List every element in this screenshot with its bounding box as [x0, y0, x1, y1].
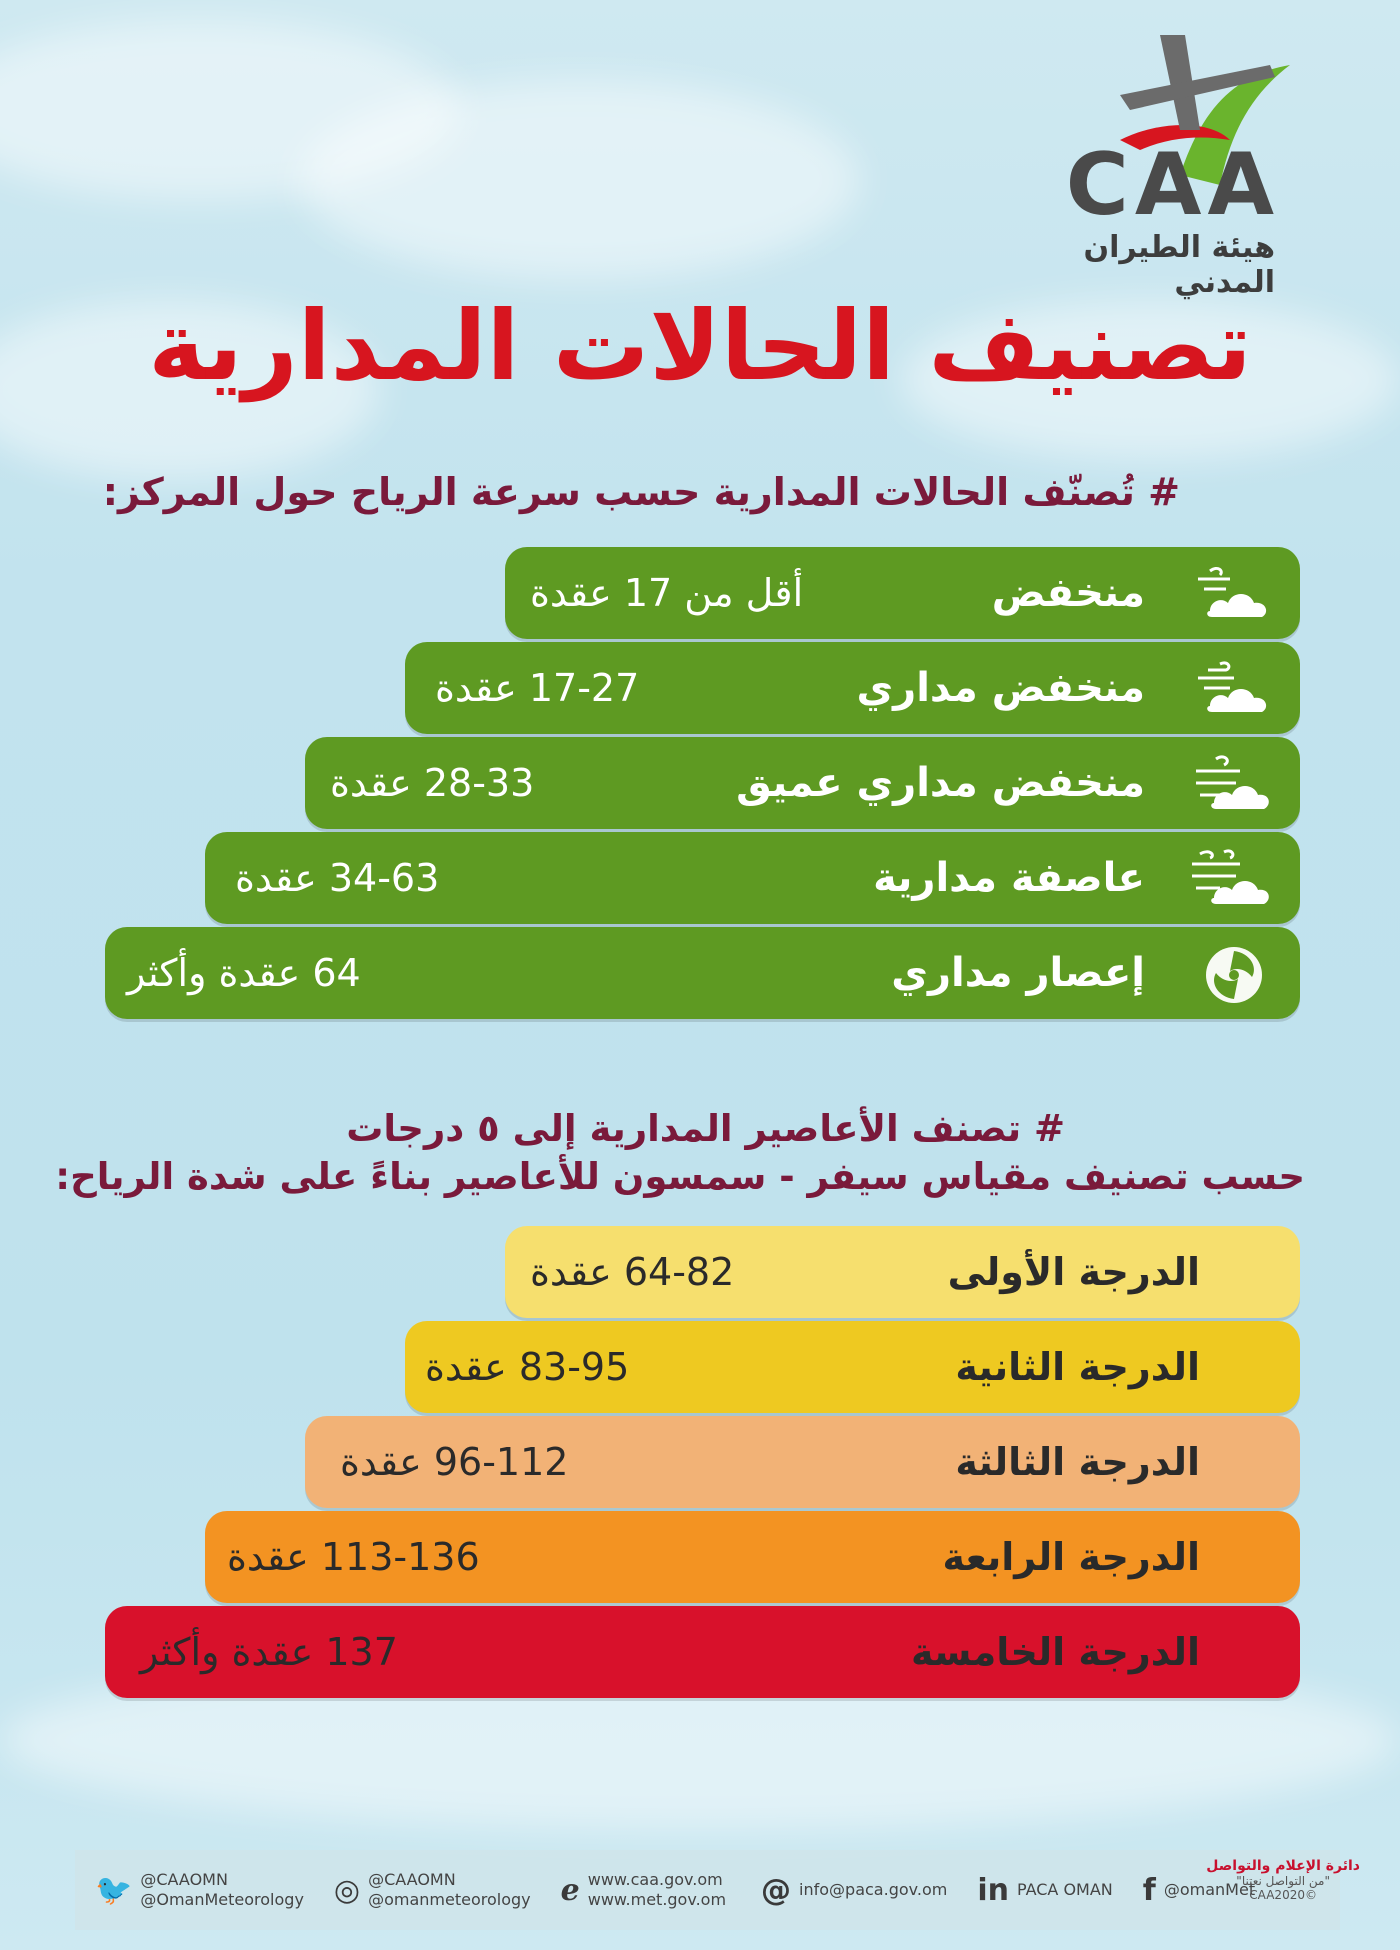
instagram-icon: ◎	[333, 1872, 361, 1908]
email-address: info@paca.gov.om	[799, 1880, 948, 1899]
category-3-row	[305, 1416, 1300, 1508]
row-name: الدرجة الخامسة	[911, 1630, 1200, 1674]
row-name: الدرجة الرابعة	[942, 1535, 1200, 1579]
section2-heading-line1: # تصنف الأعاصير المدارية إلى ٥ درجات	[346, 1107, 1065, 1150]
row-value: أقل من 17 عقدة	[530, 571, 804, 615]
browser-icon: ℯ	[560, 1872, 580, 1908]
row-value: 83-95 عقدة	[425, 1345, 630, 1389]
row-name: عاصفة مدارية	[873, 855, 1145, 901]
row-name: منخفض مداري	[856, 665, 1145, 711]
category-2-row	[405, 1321, 1300, 1413]
category-5-row	[105, 1606, 1300, 1698]
tropical-storm-row	[205, 832, 1300, 924]
row-value: 17-27 عقدة	[435, 666, 640, 710]
logo-arabic-text: هيئة الطيران المدني	[1083, 230, 1275, 300]
wind-cloud-icon	[1190, 846, 1275, 910]
page-title: تصنيف الحالات المدارية	[148, 290, 1252, 402]
instagram-link[interactable]	[334, 1870, 531, 1910]
row-value: 64 عقدة وأكثر	[127, 951, 361, 995]
row-name: منخفض مداري عميق	[736, 760, 1145, 806]
tropical-cyclone-row	[105, 927, 1300, 1019]
linkedin-icon: in	[977, 1872, 1009, 1908]
row-name: إعصار مداري	[891, 950, 1145, 996]
facebook-handle: @omanMet	[1163, 1880, 1256, 1899]
twitter-handle: @CAAOMN	[140, 1870, 228, 1889]
cloud-decoration	[300, 80, 860, 280]
wind-cloud-icon	[1190, 561, 1275, 625]
facebook-icon: f	[1142, 1872, 1156, 1908]
department-name: دائرة الإعلام والتواصل	[1206, 1858, 1360, 1874]
row-name: الدرجة الأولى	[947, 1250, 1200, 1294]
category-4-row	[205, 1511, 1300, 1603]
row-name: الدرجة الثانية	[955, 1345, 1200, 1389]
row-value: 64-82 عقدة	[530, 1250, 735, 1294]
row-value: 34-63 عقدة	[235, 856, 440, 900]
tropical-depression-row	[405, 642, 1300, 734]
wind-cloud-icon	[1190, 751, 1275, 815]
row-value: 113-136 عقدة	[227, 1535, 480, 1579]
website-link[interactable]	[561, 1870, 726, 1910]
department-slogan: "من التواصل نعتنا"	[1236, 1874, 1330, 1888]
linkedin-link[interactable]	[977, 1873, 1112, 1908]
depression-row	[505, 547, 1300, 639]
website-url: www.caa.gov.om	[587, 1870, 723, 1889]
caa-logo	[1000, 25, 1300, 300]
row-name: الدرجة الثالثة	[955, 1440, 1200, 1484]
copyright: ©CAA2020	[1249, 1888, 1317, 1902]
section1-heading: # تُصنّف الحالات المدارية حسب سرعة الرياح حول المركز:	[102, 470, 1180, 514]
section2-heading	[55, 1105, 1305, 1201]
twitter-icon: 🐦	[95, 1872, 133, 1908]
row-value: 137 عقدة وأكثر	[140, 1630, 398, 1674]
footer-bar	[75, 1850, 1340, 1930]
deep-tropical-depression-row	[305, 737, 1300, 829]
logo-caa-text: CAA	[1065, 135, 1280, 235]
row-value: 96-112 عقدة	[340, 1440, 569, 1484]
section2-heading-line2: حسب تصنيف مقياس سيفر - سمسون للأعاصير بناءً على شدة الرياح:	[55, 1155, 1305, 1198]
email-icon: @	[761, 1872, 792, 1908]
row-value: 28-33 عقدة	[330, 761, 535, 805]
hurricane-icon	[1190, 941, 1275, 1005]
row-name: منخفض	[991, 570, 1145, 616]
instagram-handle: @omanmeteorology	[368, 1890, 531, 1909]
department-signature	[1206, 1858, 1360, 1902]
category-1-row	[505, 1226, 1300, 1318]
email-link[interactable]	[761, 1873, 947, 1908]
instagram-handle: @CAAOMN	[368, 1870, 456, 1889]
website-url: www.met.gov.om	[587, 1890, 727, 1909]
twitter-handle: @OmanMeteorology	[140, 1890, 304, 1909]
wind-cloud-icon	[1190, 656, 1275, 720]
linkedin-name: PACA OMAN	[1016, 1880, 1113, 1899]
twitter-link[interactable]	[95, 1870, 304, 1910]
